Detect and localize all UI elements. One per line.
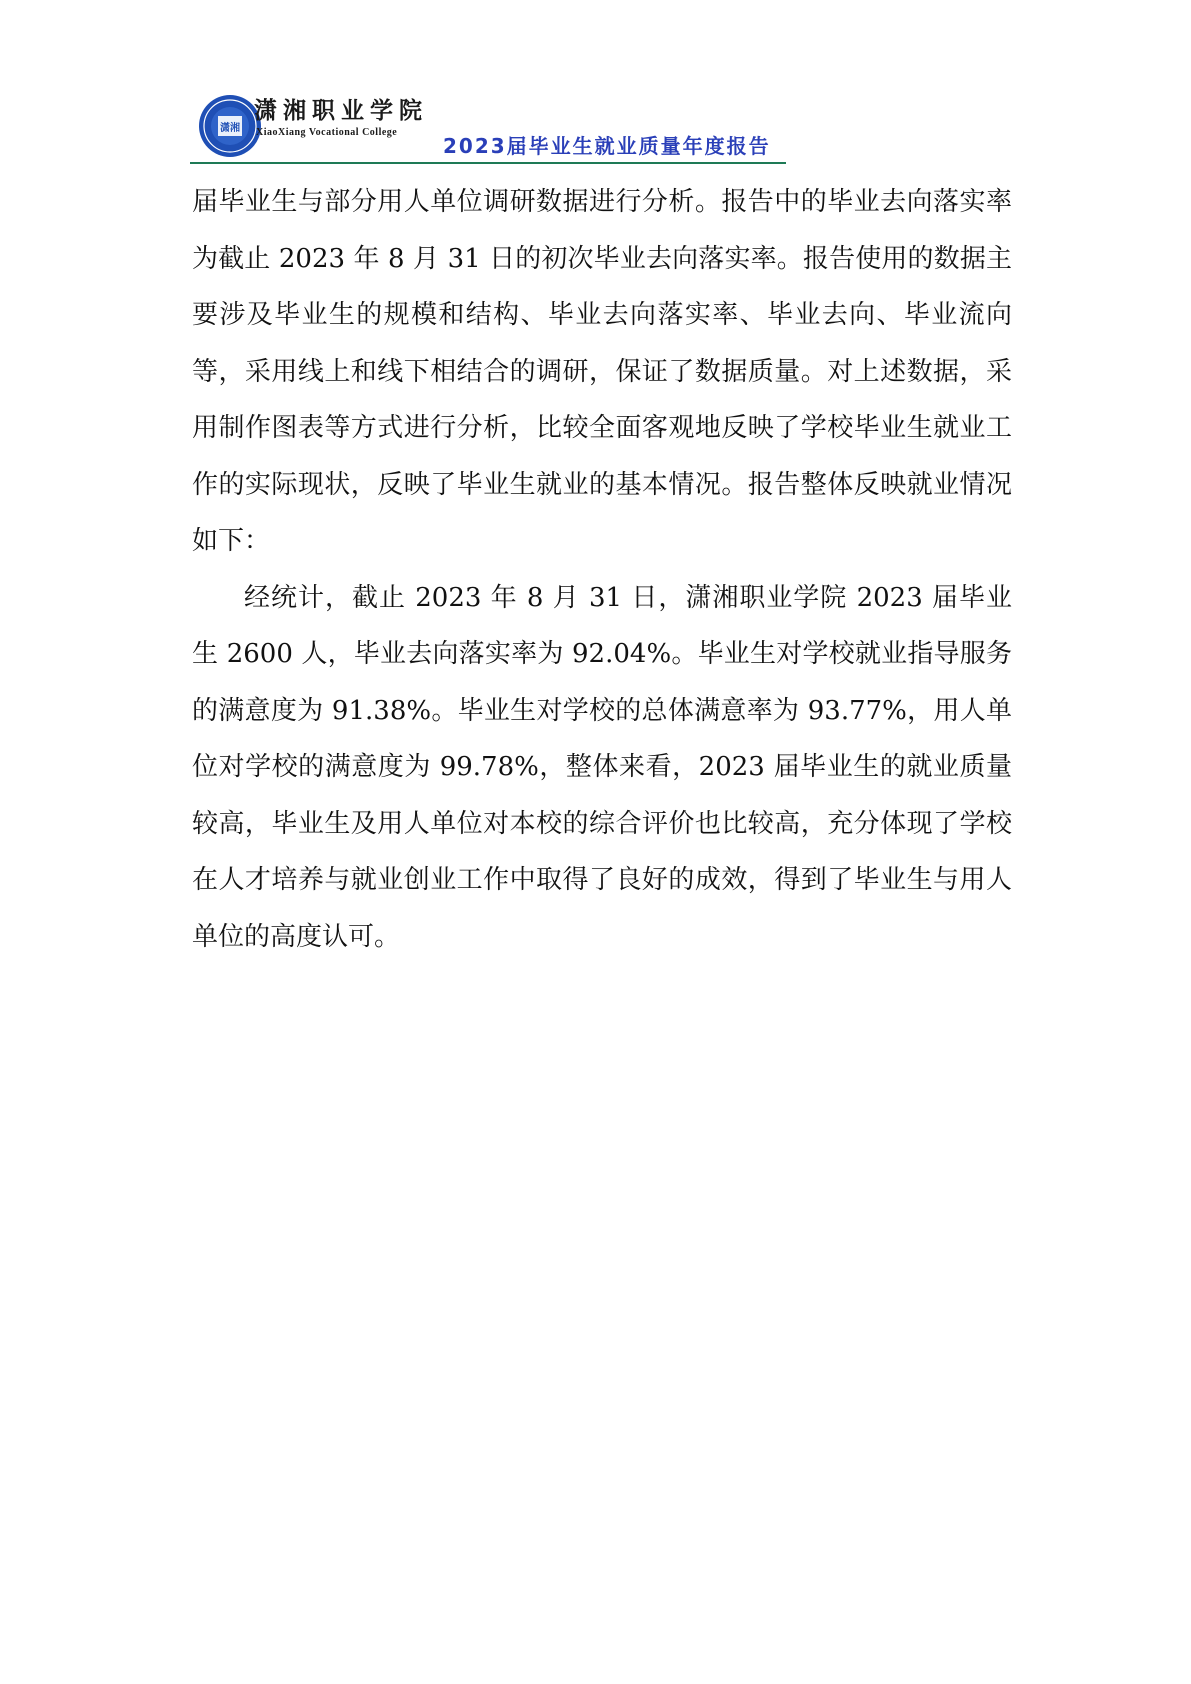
header-divider <box>190 162 786 164</box>
seal-text: 潇湘 <box>220 123 240 134</box>
report-title: 2023届毕业生就业质量年度报告 <box>443 134 771 158</box>
college-name-en: XiaoXiang Vocational College <box>256 127 398 138</box>
body-paragraph-1: 届毕业生与部分用人单位调研数据进行分析。报告中的毕业去向落实率为截止 2023 年 8 月 31 日的初次毕业去向落实率。报告使用的数据主要涉及毕业生的规模和结构、毕业去向落实率、毕业去向、毕业流向等，采用线上和线下相结合的调研，保证了数据质量。对上述数据，采用制作图表等方式进行分析，比较全面客观地反映了学校毕业生就业工作的实际现状，反映了毕业生就业的基本情况。报告整体反映就业情况如下： <box>192 187 1012 556</box>
college-name: 潇湘职业学院 <box>254 97 428 124</box>
body-paragraph-2: 经统计，截止 2023 年 8 月 31 日，潇湘职业学院 2023 届毕业生 2600 人，毕业去向落实率为 92.04%。毕业生对学校就业指导服务的满意度为 91.38%。毕业生对学校的总体满意率为 93.77%，用人单位对学校的满意度为 99.78%，整体来看，2023 届毕业生的就业质量较高，毕业生及用人单位对本校的综合评价也比较高，充分体现了学校在人才培养与就业创业工作中取得了良好的成效，得到了毕业生与用人单位的高度认可。 <box>192 582 1012 952</box>
page-header <box>190 86 790 170</box>
college-seal-logo <box>198 94 262 158</box>
document-body <box>192 174 1012 965</box>
